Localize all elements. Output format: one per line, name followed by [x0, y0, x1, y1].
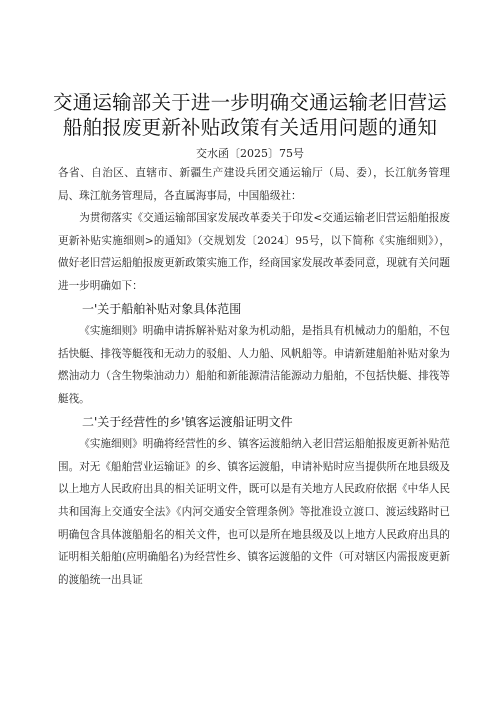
title-line-2: 船舶报废更新补贴政策有关适用问题的通知: [62, 116, 438, 139]
section-1-heading: 一'关于船舶补贴对象具体范围: [82, 301, 242, 316]
addressee: 各省、自治区、直辖市、新疆生产建设兵团交通运输厅（局、委），长江航务管理局、珠江航务管理局，各直属海事局，中国船级社：: [58, 167, 450, 202]
document-number: 交水函〔2025〕75号: [196, 147, 304, 160]
document-body: [58, 162, 450, 591]
document-title: [0, 90, 500, 140]
section-1-paragraph: 《实施细则》明确申请拆解补贴对象为机动船，是指具有机械动力的船舶，不包括快艇、排筏等艇筏和无动力的驳船、人力船、风帆船等。申请新建船舶补贴对象为燃油动力（含生物柴油动力）船舶和新能源清洁能源动力船舶，不包括快艇、排筏等艇筏。: [58, 325, 450, 405]
intro-paragraph: 为贯彻落实《交通运输部国家发展改革委关于印发<交通运输老旧营运船舶报废更新补贴实施细则>的通知》（交规划发〔2024〕95号，以下简称《实施细则》），做好老旧营运船舶报废更新政策实施工作，经商国家发展改革委同意，现就有关问题进一步明确如下：: [58, 212, 450, 292]
title-line-1: 交通运输部关于进一步明确交通运输老旧营运: [52, 91, 447, 114]
section-2-heading: 二'关于经营性的乡'镇客运渡船证明文件: [82, 414, 293, 429]
section-2-paragraph: 《实施细则》明确将经营性的乡、镇客运渡船纳入老旧营运船舶报废更新补贴范围。对无《船舶营业运输证》的乡、镇客运渡船，申请补贴时应当提供所在地县级及以上地方人民政府出具的相关证明文件，既可以是有关地方人民政府依据《中华人民共和国海上交通安全法》《内河交通安全管理条例》等批准设立渡口、渡运线路时已明确包含具体渡船船名的相关文件，也可以是所在地县级及以上地方人民政府出具的证明相关船舶(应明确船名)为经营性乡、镇客运渡船的文件（可对辖区内需报废更新的渡船统一出具证: [58, 438, 450, 586]
